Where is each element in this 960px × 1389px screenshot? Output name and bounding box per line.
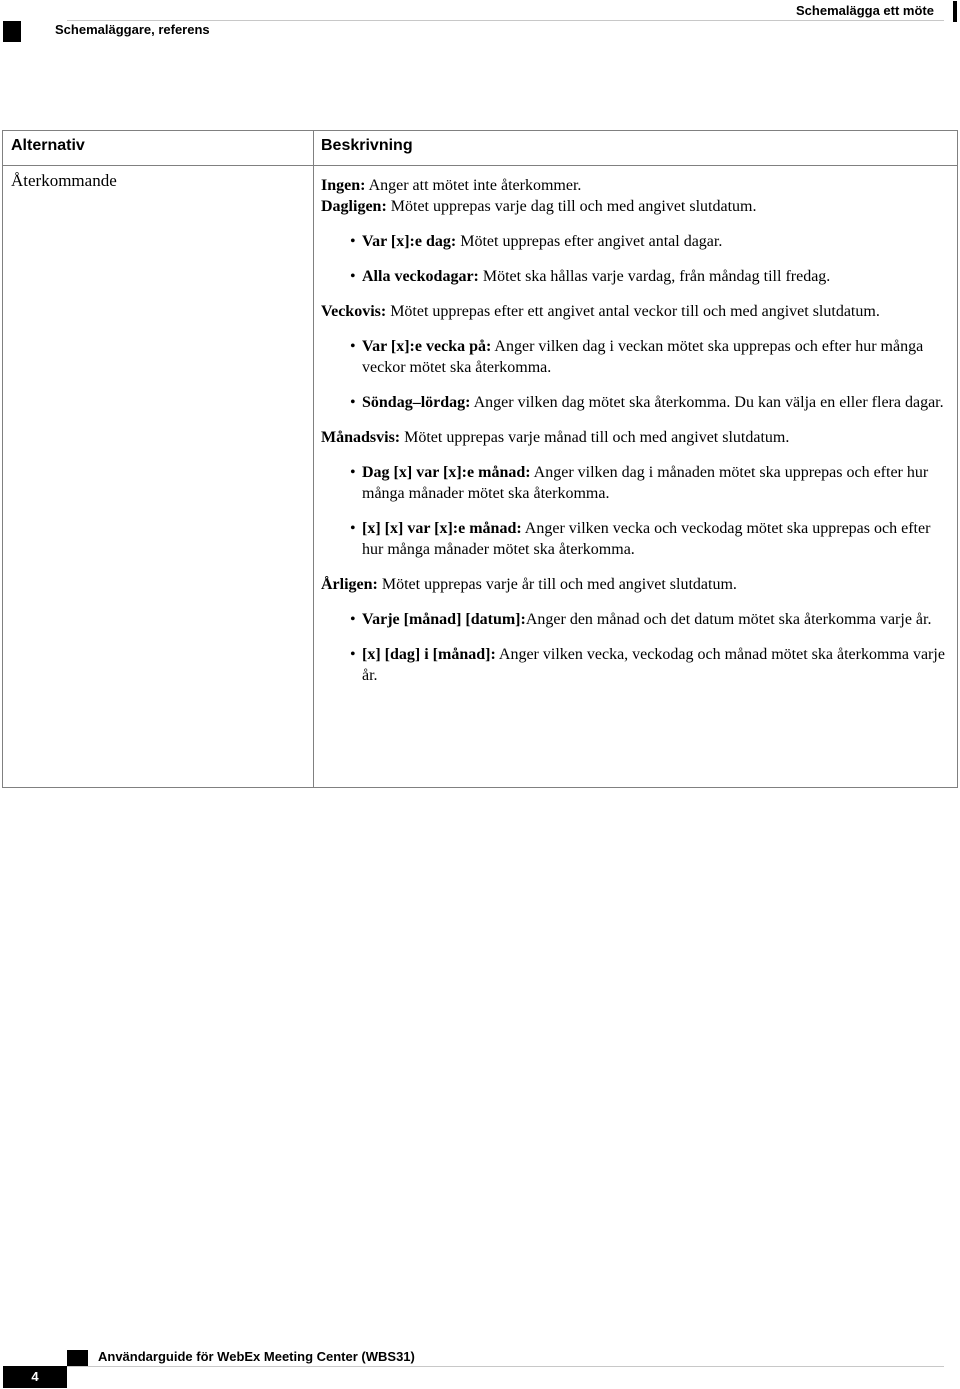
row-label-recurring: Återkommande bbox=[11, 171, 117, 190]
desc-para: Ingen: Anger att mötet inte återkommer. bbox=[321, 177, 582, 194]
desc-bullet: • Dag [x] var [x]:e månad: Anger vilken dag i månaden mötet ska upprepas och efter hur många månader mötet ska återkomma. bbox=[321, 462, 951, 504]
guide-title: Användarguide för WebEx Meeting Center (WBS31) bbox=[98, 1349, 415, 1364]
desc-para: Veckovis: Mötet upprepas efter ett angivet antal veckor till och med angivet slutdatum. bbox=[321, 303, 880, 320]
header-marker bbox=[3, 21, 21, 42]
description-cell bbox=[321, 175, 951, 686]
desc-bullet: • [x] [dag] i [månad]: Anger vilken vecka, veckodag och månad mötet ska återkomma varje år. bbox=[321, 644, 951, 686]
desc-bullet: • Alla veckodagar: Mötet ska hållas varje vardag, från måndag till fredag. bbox=[321, 266, 951, 287]
desc-bullet: • Var [x]:e vecka på: Anger vilken dag i veckan mötet ska upprepas och efter hur många veckor mötet ska återkomma. bbox=[321, 336, 951, 378]
desc-bullet: • Söndag–lördag: Anger vilken dag mötet ska återkomma. Du kan välja en eller flera dagar. bbox=[321, 392, 951, 413]
column-divider bbox=[313, 131, 314, 787]
options-table bbox=[2, 130, 958, 788]
footer-rule bbox=[67, 1366, 944, 1367]
desc-para: Dagligen: Mötet upprepas varje dag till och med angivet slutdatum. bbox=[321, 198, 757, 215]
desc-para: Årligen: Mötet upprepas varje år till och med angivet slutdatum. bbox=[321, 576, 737, 593]
chapter-title: Schemalägga ett möte bbox=[796, 3, 934, 18]
desc-bullet: • [x] [x] var [x]:e månad: Anger vilken vecka och veckodag mötet ska upprepas och efter hur många månader mötet ska återkomma. bbox=[321, 518, 951, 560]
header-bar bbox=[953, 1, 957, 22]
desc-bullet: • Var [x]:e dag: Mötet upprepas efter angivet antal dagar. bbox=[321, 231, 951, 252]
column-header-option: Alternativ bbox=[11, 137, 85, 154]
header-row-divider bbox=[3, 165, 957, 166]
page-number: 4 bbox=[3, 1366, 67, 1388]
footer-marker bbox=[67, 1350, 88, 1366]
header-rule bbox=[67, 20, 944, 21]
desc-bullet: • Varje [månad] [datum]:Anger den månad och det datum mötet ska återkomma varje år. bbox=[321, 609, 951, 630]
column-header-description: Beskrivning bbox=[321, 137, 413, 154]
desc-para: Månadsvis: Mötet upprepas varje månad till och med angivet slutdatum. bbox=[321, 429, 790, 446]
section-title: Schemaläggare, referens bbox=[55, 22, 210, 37]
